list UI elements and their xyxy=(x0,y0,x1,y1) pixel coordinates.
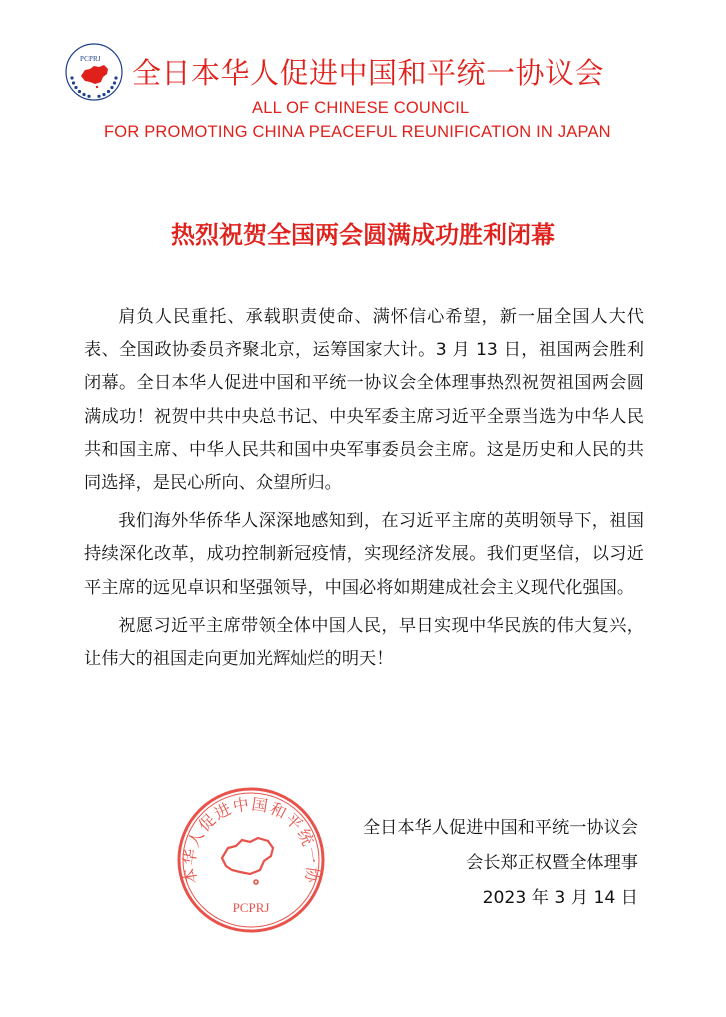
svg-text:PCPRJ: PCPRJ xyxy=(232,900,270,915)
seal-stamp-icon xyxy=(176,786,326,934)
signature-date: 2023 年 3 月 14 日 xyxy=(482,888,638,908)
organization-name-en-line1: ALL OF CHINESE COUNCIL xyxy=(252,99,470,117)
signature-block xyxy=(363,811,638,916)
paragraph-2: 我们海外华侨华人深深地感知到，在习近平主席的英明领导下，祖国持续深化改革，成功控制新冠疫情，实现经济发展。我们更坚信，以习近平主席的远见卓识和坚强领导，中国必将如期建成社会主义现代化强国。 xyxy=(84,511,644,598)
paragraph-1: 肩负人民重托、承载职责使命、满怀信心希望，新一届全国人大代表、全国政协委员齐聚北京，运筹国家大计。3 月 13 日，祖国两会胜利闭幕。全日本华人促进中国和平统一协议会全体理事热烈祝贺祖国两会圆满成功！祝贺中共中央总书记、中央军委主席习近平全票当选为中华人民共和国主席、中华人民共和国中央军事委员会主席。这是历史和人民的共同选择，是民心所向、众望所归。 xyxy=(84,307,644,494)
logo-label: PCPRJ xyxy=(80,55,101,63)
logo-emblem-icon xyxy=(64,42,124,102)
document-title: 热烈祝贺全国两会圆满成功胜利闭幕 xyxy=(171,221,555,249)
official-seal xyxy=(176,786,326,934)
organization-name-en-line2: FOR PROMOTING CHINA PEACEFUL REUNIFICATION IN JAPAN xyxy=(104,123,611,141)
signature-role: 会长郑正权暨全体理事 xyxy=(466,853,638,873)
organization-logo xyxy=(64,42,124,102)
organization-name-cn: 全日本华人促进中国和平统一协议会 xyxy=(132,56,605,90)
signature-organization: 全日本华人促进中国和平统一协议会 xyxy=(362,818,638,838)
document-body xyxy=(84,301,644,681)
svg-text:全日本华人促进中国和平统一协议会: 本华人促进中国和平统一协 xyxy=(179,794,323,886)
paragraph-3: 祝愿习近平主席带领全体中国人民，早日实现中华民族的伟大复兴，让伟大的祖国走向更加光辉灿烂的明天！ xyxy=(84,615,644,670)
